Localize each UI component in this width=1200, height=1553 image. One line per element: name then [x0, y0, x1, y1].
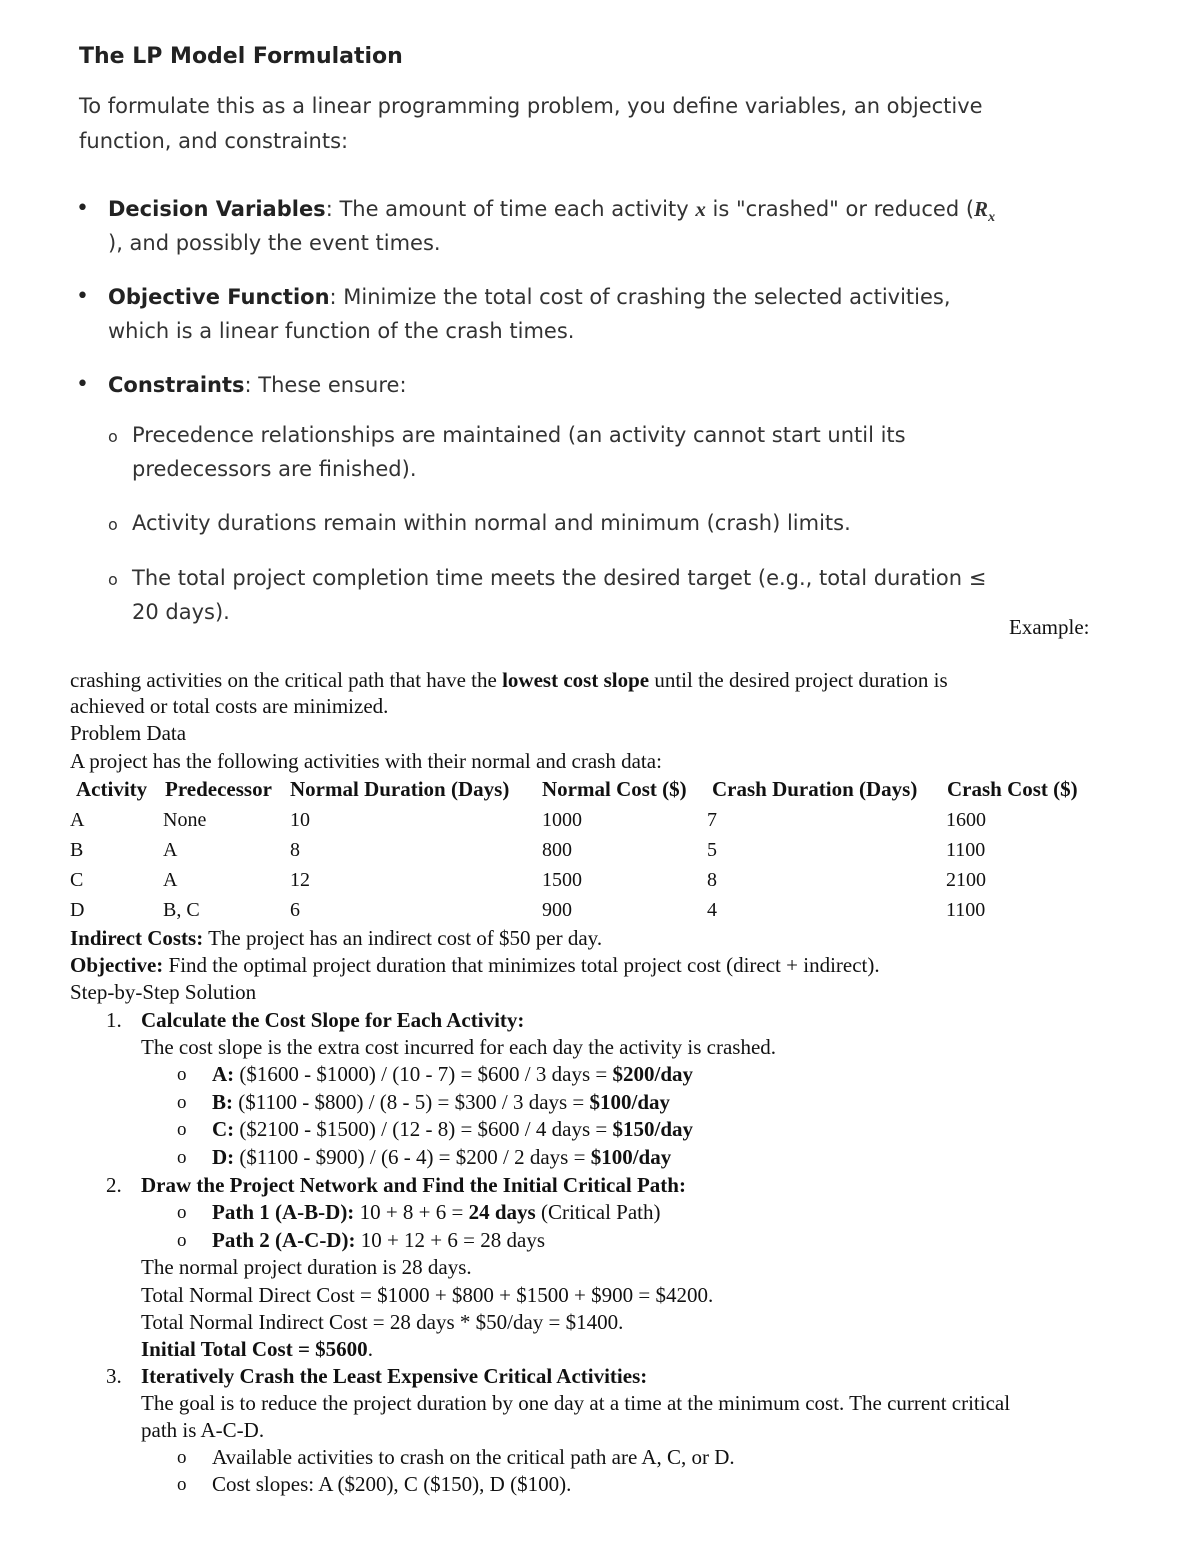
text-span: until the desired project duration is: [649, 668, 948, 692]
objective-statement: [70, 953, 880, 978]
table-cell: 10: [290, 809, 310, 831]
table-cell: C: [70, 869, 84, 891]
result: $150/day: [612, 1117, 693, 1141]
section-title: The LP Model Formulation: [79, 44, 403, 69]
table-cell: 7: [707, 809, 717, 831]
bullet-label: Objective Function: [108, 285, 330, 309]
emphasis-text: lowest cost slope: [502, 668, 650, 692]
bullet-continuation: ), and possibly the event times.: [108, 231, 441, 255]
bullet-text: is "crashed" or reduced (: [705, 197, 975, 221]
sub-bullet-dot: o: [177, 1119, 187, 1140]
table-cell: 6: [290, 899, 300, 921]
direct-cost: Total Normal Direct Cost = $1000 + $800 + $1500 + $900 = $4200.: [141, 1283, 714, 1307]
text-span: .: [367, 1337, 373, 1361]
table-cell: 800: [542, 839, 572, 861]
sub-bullet-dot: o: [108, 570, 118, 589]
result: $200/day: [612, 1062, 693, 1086]
sub-bullet-dot: o: [177, 1092, 187, 1113]
table-header-activity: Activity: [76, 777, 148, 801]
text-span: (Critical Path): [535, 1200, 661, 1224]
step-title: [141, 1364, 647, 1389]
table-cell: None: [163, 809, 207, 831]
table-cell: 1600: [946, 809, 986, 831]
path-1: [212, 1200, 661, 1225]
text-span: The project has an indirect cost of $50 per day.: [203, 926, 603, 950]
step-description-continuation: path is A-C-D.: [141, 1418, 265, 1442]
table-cell: 4: [707, 899, 717, 921]
table-header-crash-duration: Crash Duration (Days): [712, 777, 918, 801]
indirect-cost: Total Normal Indirect Cost = 28 days * $50/day = $1400.: [141, 1310, 624, 1334]
available-activities: Available activities to crash on the critical path are A, C, or D.: [212, 1445, 735, 1469]
step-description: The goal is to reduce the project duration by one day at a time at the minimum cost. The current critical: [141, 1391, 1011, 1415]
text-span: crashing activities on the critical path that have the: [70, 668, 503, 692]
step-title-text: Iteratively Crash the Least Expensive Critical Activities:: [141, 1364, 648, 1388]
table-header-normal-duration: Normal Duration (Days): [290, 777, 510, 801]
cost-slope-c: [212, 1117, 693, 1142]
label: B:: [212, 1090, 233, 1114]
step-number: 3.: [106, 1364, 122, 1388]
bullet-continuation: which is a linear function of the crash times.: [108, 319, 575, 343]
cost-slope-a: [212, 1062, 693, 1087]
step-title: [141, 1008, 524, 1033]
step-title: [141, 1173, 686, 1198]
result: $100/day: [590, 1145, 672, 1169]
label: A:: [212, 1062, 235, 1086]
table-cell: 1100: [946, 899, 986, 921]
sub-bullet-precedence: Precedence relationships are maintained (an activity cannot start until its: [132, 423, 906, 447]
table-header-crash-cost: Crash Cost ($): [947, 777, 1078, 801]
bullet-dot: •: [76, 284, 89, 309]
table-cell: 1500: [542, 869, 582, 891]
text-span: ($1600 - $1000) / (10 - 7) = $600 / 3 days =: [234, 1062, 613, 1086]
table-cell: 900: [542, 899, 572, 921]
table-cell: 8: [290, 839, 300, 861]
bullet-label: Decision Variables: [108, 197, 326, 221]
table-cell: 1000: [542, 809, 582, 831]
solution-heading: Step-by-Step Solution: [70, 980, 257, 1004]
bullet-objective-function: [108, 285, 951, 309]
sub-bullet-continuation: predecessors are finished).: [132, 457, 417, 481]
label: Objective:: [70, 953, 164, 977]
table-cell: A: [163, 869, 178, 891]
sub-bullet-dot: o: [177, 1147, 187, 1168]
example-label: Example:: [1009, 615, 1090, 639]
indirect-costs: [70, 926, 602, 951]
intro-line-1: To formulate this as a linear programming problem, you define variables, an objective: [79, 94, 983, 118]
table-cell: 5: [707, 839, 717, 861]
table-cell: 2100: [946, 869, 986, 891]
bullet-dot: •: [76, 372, 89, 397]
sub-bullet-dot: o: [177, 1202, 187, 1223]
table-cell: B: [70, 839, 84, 861]
cost-slope-b: [212, 1090, 670, 1115]
label: D:: [212, 1145, 235, 1169]
normal-duration: The normal project duration is 28 days.: [141, 1255, 472, 1279]
sub-bullet-dot: o: [177, 1474, 187, 1495]
problem-data-heading: Problem Data: [70, 721, 187, 745]
step-number: 1.: [106, 1008, 122, 1032]
bullet-text: : Minimize the total cost of crashing the selected activities,: [329, 285, 951, 309]
bullet-constraints: [108, 373, 407, 397]
path-2: [212, 1228, 545, 1253]
table-cell: A: [70, 809, 85, 831]
table-header-predecessor: Predecessor: [165, 777, 272, 801]
text-span: ($1100 - $900) / (6 - 4) = $200 / 2 days =: [234, 1145, 591, 1169]
text-span: 10 + 12 + 6 = 28 days: [355, 1228, 545, 1252]
math-variable: R: [974, 197, 989, 221]
table-cell: 8: [707, 869, 717, 891]
label: C:: [212, 1117, 235, 1141]
sub-bullet-dot: o: [177, 1230, 187, 1251]
table-cell: B, C: [163, 899, 200, 921]
table-header-normal-cost: Normal Cost ($): [542, 777, 687, 801]
text-span: ($1100 - $800) / (8 - 5) = $300 / 3 days =: [233, 1090, 590, 1114]
intro-line-2: function, and constraints:: [79, 129, 349, 153]
step-title-text: Draw the Project Network and Find the Initial Critical Path:: [141, 1173, 686, 1197]
cost-slopes-summary: Cost slopes: A ($200), C ($150), D ($100).: [212, 1472, 572, 1496]
sub-bullet-dot: o: [108, 515, 118, 534]
text-span: 10 + 8 + 6 =: [354, 1200, 469, 1224]
bullet-dot: •: [76, 196, 89, 221]
table-cell: 1100: [946, 839, 986, 861]
cost-slope-d: [212, 1145, 671, 1170]
result: 24 days: [468, 1200, 536, 1224]
intro-paragraph-line-2: achieved or total costs are minimized.: [70, 694, 389, 718]
sub-bullet-dot: o: [177, 1064, 187, 1085]
math-variable: x: [695, 197, 706, 221]
table-cell: 12: [290, 869, 310, 891]
bullet-decision-variables: [108, 197, 995, 226]
bullet-text: : The amount of time each activity: [325, 197, 696, 221]
step-description: The cost slope is the extra cost incurred for each day the activity is crashed.: [141, 1035, 777, 1059]
label: Indirect Costs:: [70, 926, 204, 950]
label: Initial Total Cost = $5600: [141, 1337, 368, 1361]
sub-bullet-continuation: 20 days).: [132, 600, 230, 624]
problem-intro: A project has the following activities with their normal and crash data:: [70, 749, 662, 773]
step-number: 2.: [106, 1173, 122, 1197]
step-title-text: Calculate the Cost Slope for Each Activity:: [141, 1008, 525, 1032]
bullet-label: Constraints: [108, 373, 245, 397]
bullet-text: : These ensure:: [244, 373, 407, 397]
intro-paragraph-line-1: [70, 668, 948, 693]
label: Path 1 (A-B-D):: [212, 1200, 355, 1224]
sub-bullet-durations: Activity durations remain within normal and minimum (crash) limits.: [132, 511, 851, 535]
sub-bullet-dot: o: [177, 1447, 187, 1468]
result: $100/day: [589, 1090, 671, 1114]
table-cell: D: [70, 899, 85, 921]
sub-bullet-completion: The total project completion time meets the desired target (e.g., total duration ≤: [132, 566, 987, 590]
table-cell: A: [163, 839, 178, 861]
text-span: ($2100 - $1500) / (12 - 8) = $600 / 4 days =: [234, 1117, 613, 1141]
label: Path 2 (A-C-D):: [212, 1228, 356, 1252]
sub-bullet-dot: o: [108, 427, 118, 446]
initial-total-cost: [141, 1337, 373, 1362]
math-subscript: x: [988, 210, 996, 226]
text-span: Find the optimal project duration that minimizes total project cost (direct + indirect).: [163, 953, 880, 977]
